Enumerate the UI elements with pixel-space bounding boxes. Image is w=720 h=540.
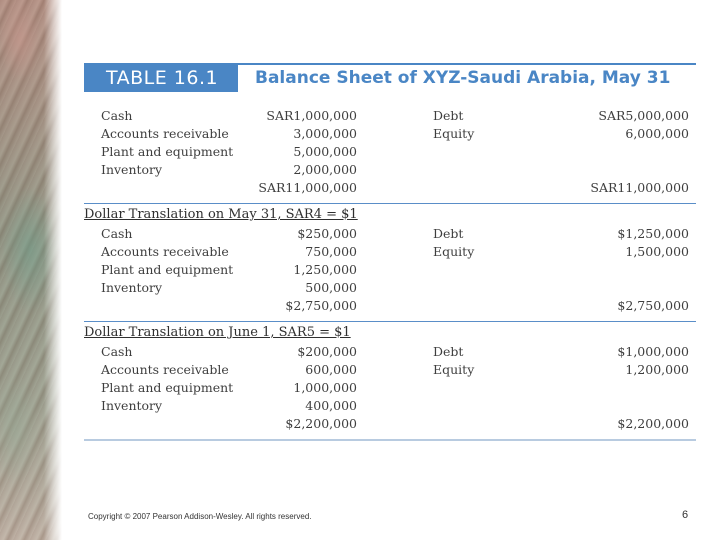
table-row	[0, 379, 720, 397]
section-heading: Dollar Translation on June 1, SAR5 = $1	[84, 325, 351, 340]
section-divider	[84, 203, 696, 204]
asset-label: Accounts receivable	[101, 362, 229, 377]
section-heading: Dollar Translation on May 31, SAR4 = $1	[84, 207, 358, 222]
liability-value: 1,200,000	[625, 362, 689, 377]
table-row	[0, 261, 720, 279]
liability-value: SAR5,000,000	[598, 108, 689, 123]
asset-label: Accounts receivable	[101, 244, 229, 259]
asset-label: Plant and equipment	[101, 262, 234, 277]
liability-label: Equity	[433, 126, 475, 141]
total-row	[0, 415, 720, 433]
table-row	[0, 143, 720, 161]
table-row	[0, 279, 720, 297]
table-row	[0, 243, 720, 261]
liabilities-total: $2,200,000	[617, 416, 689, 431]
asset-value: 1,000,000	[293, 380, 357, 395]
liability-label: Debt	[433, 226, 464, 241]
asset-value: 600,000	[305, 362, 357, 377]
liability-label: Equity	[433, 244, 475, 259]
asset-value: 2,000,000	[293, 162, 357, 177]
asset-value: 3,000,000	[293, 126, 357, 141]
total-row	[0, 179, 720, 197]
liability-label: Debt	[433, 108, 464, 123]
asset-label: Cash	[101, 344, 133, 359]
table-row	[0, 225, 720, 243]
asset-value: SAR1,000,000	[266, 108, 357, 123]
assets-total: $2,750,000	[285, 298, 357, 313]
liabilities-total: SAR11,000,000	[590, 180, 689, 195]
liabilities-total: $2,750,000	[617, 298, 689, 313]
total-row	[0, 297, 720, 315]
liability-value: 1,500,000	[625, 244, 689, 259]
asset-label: Inventory	[101, 162, 163, 177]
section-divider	[84, 321, 696, 322]
page-number: 6	[682, 509, 689, 521]
asset-label: Plant and equipment	[101, 380, 234, 395]
copyright-notice: Copyright © 2007 Pearson Addison-Wesley. All rights reserved.	[88, 512, 312, 521]
asset-label: Inventory	[101, 398, 163, 413]
table-title: Balance Sheet of XYZ-Saudi Arabia, May 31	[255, 68, 671, 88]
asset-value: 750,000	[305, 244, 357, 259]
asset-value: 5,000,000	[293, 144, 357, 159]
liability-value: $1,250,000	[617, 226, 689, 241]
asset-value: $200,000	[297, 344, 357, 359]
table-row	[0, 161, 720, 179]
liability-value: $1,000,000	[617, 344, 689, 359]
table-row	[0, 343, 720, 361]
table-bottom-rule	[84, 439, 696, 441]
liability-value: 6,000,000	[625, 126, 689, 141]
asset-value: 400,000	[305, 398, 357, 413]
table-row	[0, 125, 720, 143]
liability-label: Debt	[433, 344, 464, 359]
assets-total: SAR11,000,000	[258, 180, 357, 195]
asset-value: 1,250,000	[293, 262, 357, 277]
asset-value: 500,000	[305, 280, 357, 295]
liability-label: Equity	[433, 362, 475, 377]
table-label: TABLE 16.1	[84, 65, 238, 92]
asset-label: Cash	[101, 226, 133, 241]
table-row	[0, 397, 720, 415]
table-row	[0, 107, 720, 125]
asset-label: Plant and equipment	[101, 144, 234, 159]
asset-label: Inventory	[101, 280, 163, 295]
asset-value: $250,000	[297, 226, 357, 241]
asset-label: Accounts receivable	[101, 126, 229, 141]
assets-total: $2,200,000	[285, 416, 357, 431]
table-row	[0, 361, 720, 379]
asset-label: Cash	[101, 108, 133, 123]
